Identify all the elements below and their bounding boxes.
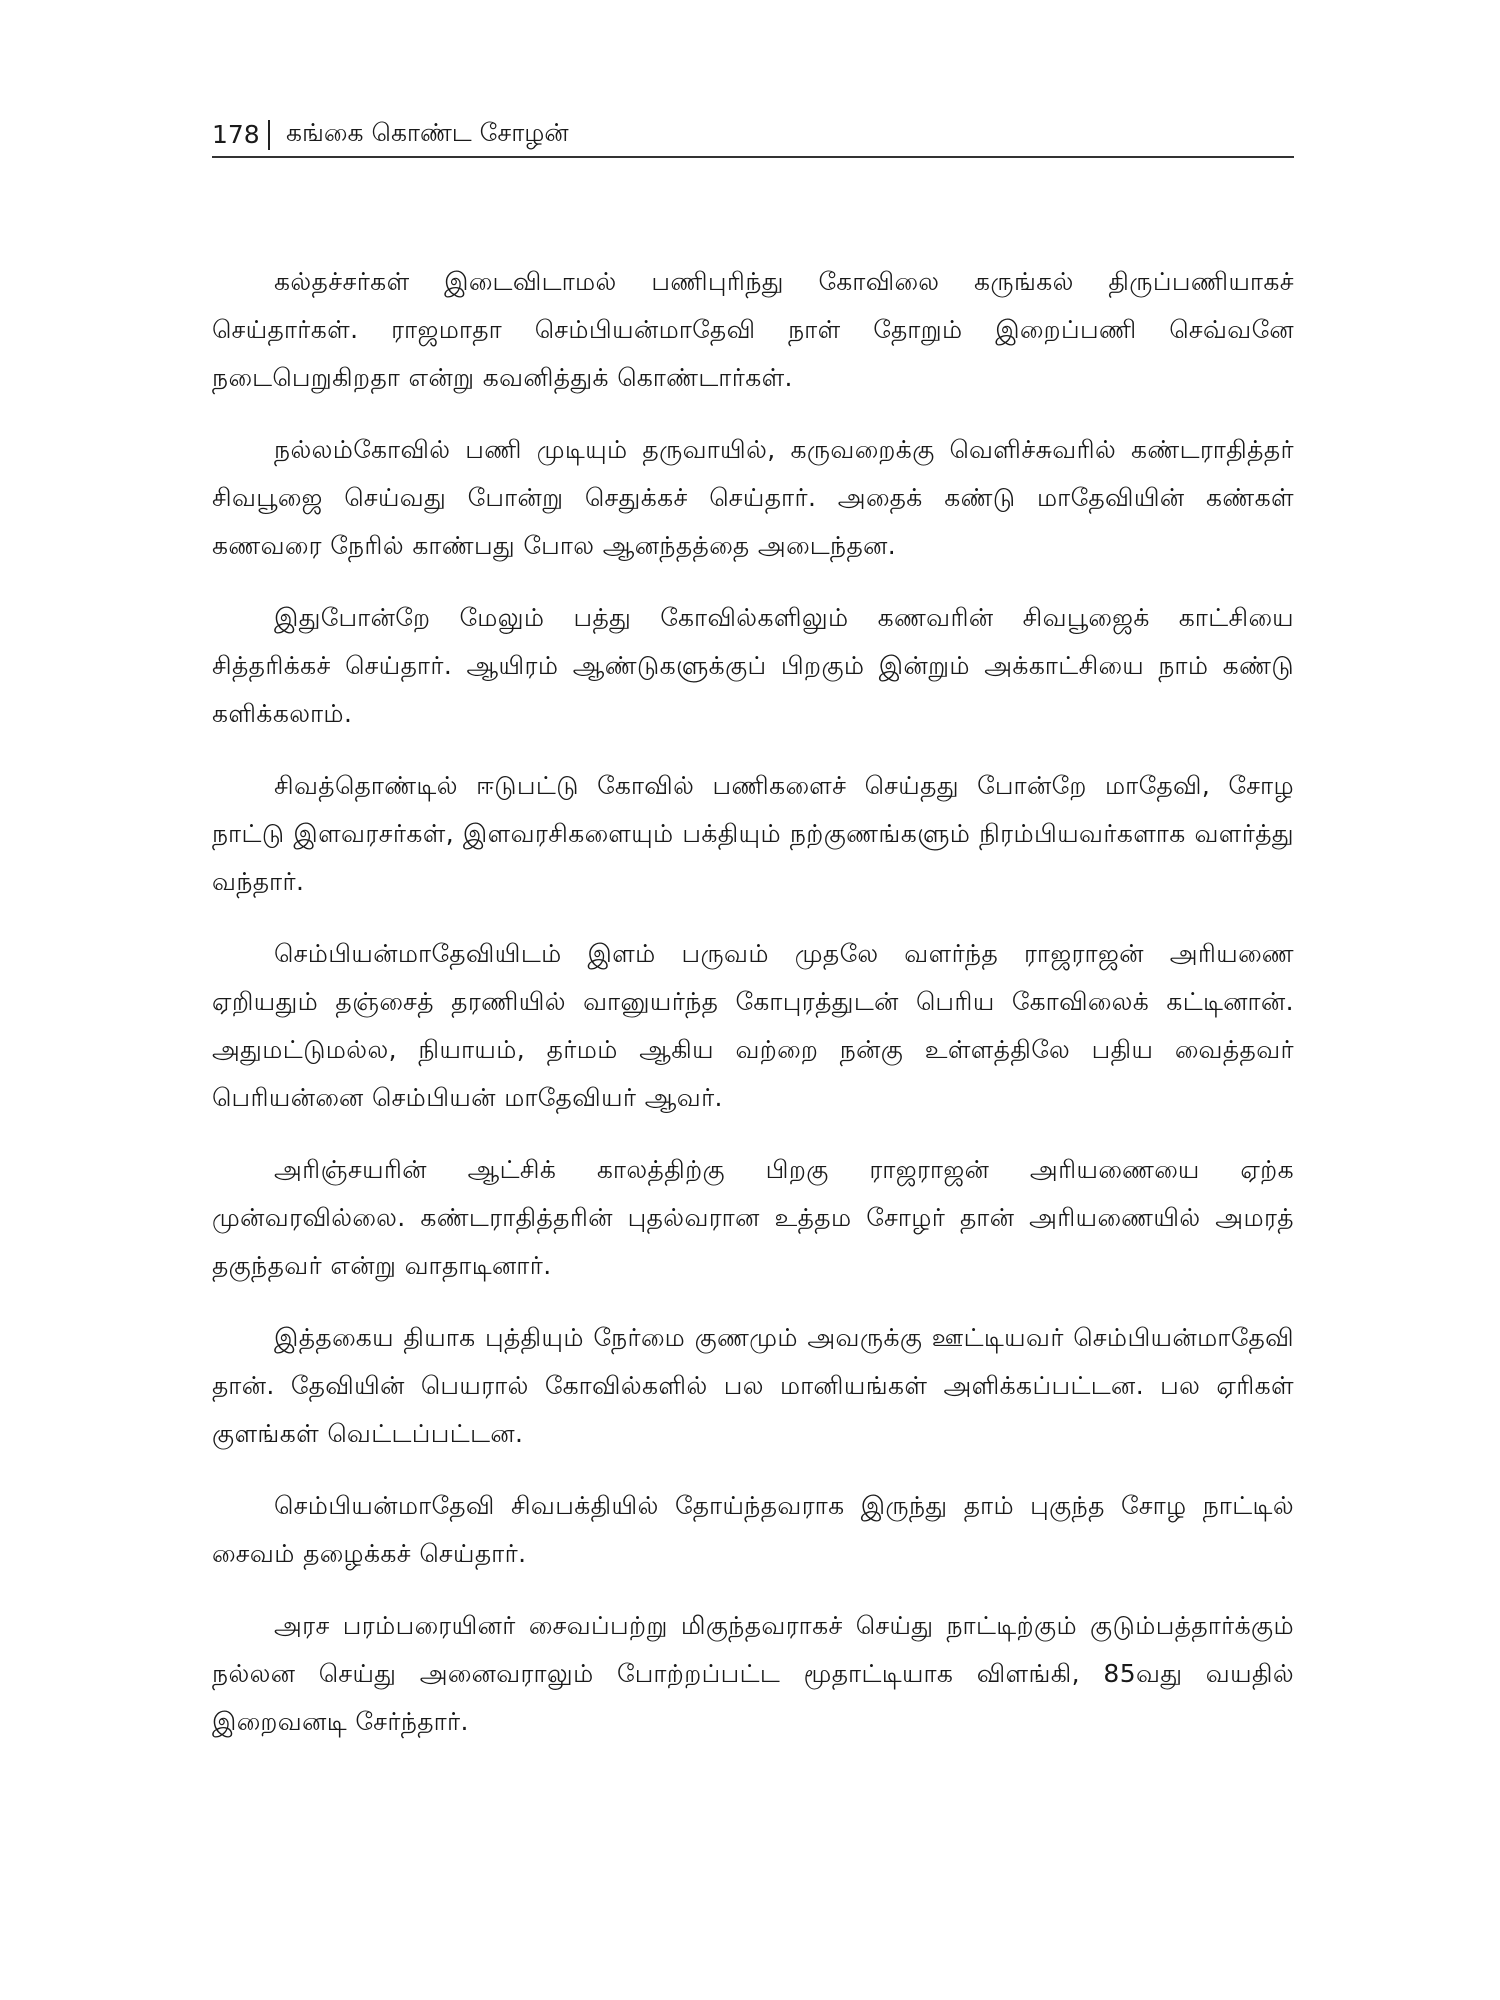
header-rule	[212, 156, 1294, 158]
header-separator	[268, 120, 270, 150]
paragraph: அரச பரம்பரையினர் சைவப்பற்று மிகுந்தவராகச் செய்து நாட்டிற்கும் குடும்பத்தார்க்கும் நல்லன செய்து அனைவராலும் போற்றப்பட்ட மூதாட்டியாக விளங்கி, 85வது வயதில் இறைவனடி சேர்ந்தார்.	[212, 1611, 1294, 1736]
page-header	[212, 112, 1294, 162]
paragraph: அரிஞ்சயரின் ஆட்சிக் காலத்திற்கு பிறகு ராஜராஜன் அரியணையை ஏற்க முன்வரவில்லை. கண்டராதித்தரின் புதல்வரான உத்தம சோழர் தான் அரியணையில் அமரத் தகுந்தவர் என்று வாதாடினார்.	[212, 1155, 1294, 1280]
paragraph: செம்பியன்மாதேவி சிவபக்தியில் தோய்ந்தவராக இருந்து தாம் புகுந்த சோழ நாட்டில் சைவம் தழைக்கச் செய்தார்.	[212, 1491, 1294, 1568]
paragraph: கல்தச்சர்கள் இடைவிடாமல் பணிபுரிந்து கோவிலை கருங்கல் திருப்பணியாகச் செய்தார்கள். ராஜமாதா செம்பியன்மாதேவி நாள் தோறும் இறைப்பணி செவ்வனே நடைபெறுகிறதா என்று கவனித்துக் கொண்டார்கள்.	[212, 267, 1294, 392]
body-text	[212, 258, 1294, 1770]
paragraph: நல்லம்கோவில் பணி முடியும் தருவாயில், கருவறைக்கு வெளிச்சுவரில் கண்டராதித்தர் சிவபூஜை செய்வது போன்று செதுக்கச் செய்தார். அதைக் கண்டு மாதேவியின் கண்கள் கணவரை நேரில் காண்பது போல ஆனந்தத்தை அடைந்தன.	[212, 435, 1294, 560]
paragraph: இத்தகைய தியாக புத்தியும் நேர்மை குணமும் அவருக்கு ஊட்டியவர் செம்பியன்மாதேவி தான். தேவியின் பெயரால் கோவில்களில் பல மானியங்கள் அளிக்கப்பட்டன. பல ஏரிகள் குளங்கள் வெட்டப்பட்டன.	[212, 1323, 1294, 1448]
page-number: 178	[212, 120, 260, 149]
paragraph: சிவத்தொண்டில் ஈடுபட்டு கோவில் பணிகளைச் செய்தது போன்றே மாதேவி, சோழ நாட்டு இளவரசர்கள், இளவரசிகளையும் பக்தியும் நற்குணங்களும் நிரம்பியவர்களாக வளர்த்து வந்தார்.	[212, 771, 1294, 896]
paragraph: செம்பியன்மாதேவியிடம் இளம் பருவம் முதலே வளர்ந்த ராஜராஜன் அரியணை ஏறியதும் தஞ்சைத் தரணியில் வானுயர்ந்த கோபுரத்துடன் பெரிய கோவிலைக் கட்டினான். அதுமட்டுமல்ல, நியாயம், தர்மம் ஆகிய வற்றை நன்கு உள்ளத்திலே பதிய வைத்தவர் பெரியன்னை செம்பியன் மாதேவியர் ஆவர்.	[212, 939, 1294, 1112]
paragraph: இதுபோன்றே மேலும் பத்து கோவில்களிலும் கணவரின் சிவபூஜைக் காட்சியை சித்தரிக்கச் செய்தார். ஆயிரம் ஆண்டுகளுக்குப் பிறகும் இன்றும் அக்காட்சியை நாம் கண்டு களிக்கலாம்.	[212, 603, 1294, 728]
book-title: கங்கை கொண்ட சோழன்	[286, 118, 569, 147]
